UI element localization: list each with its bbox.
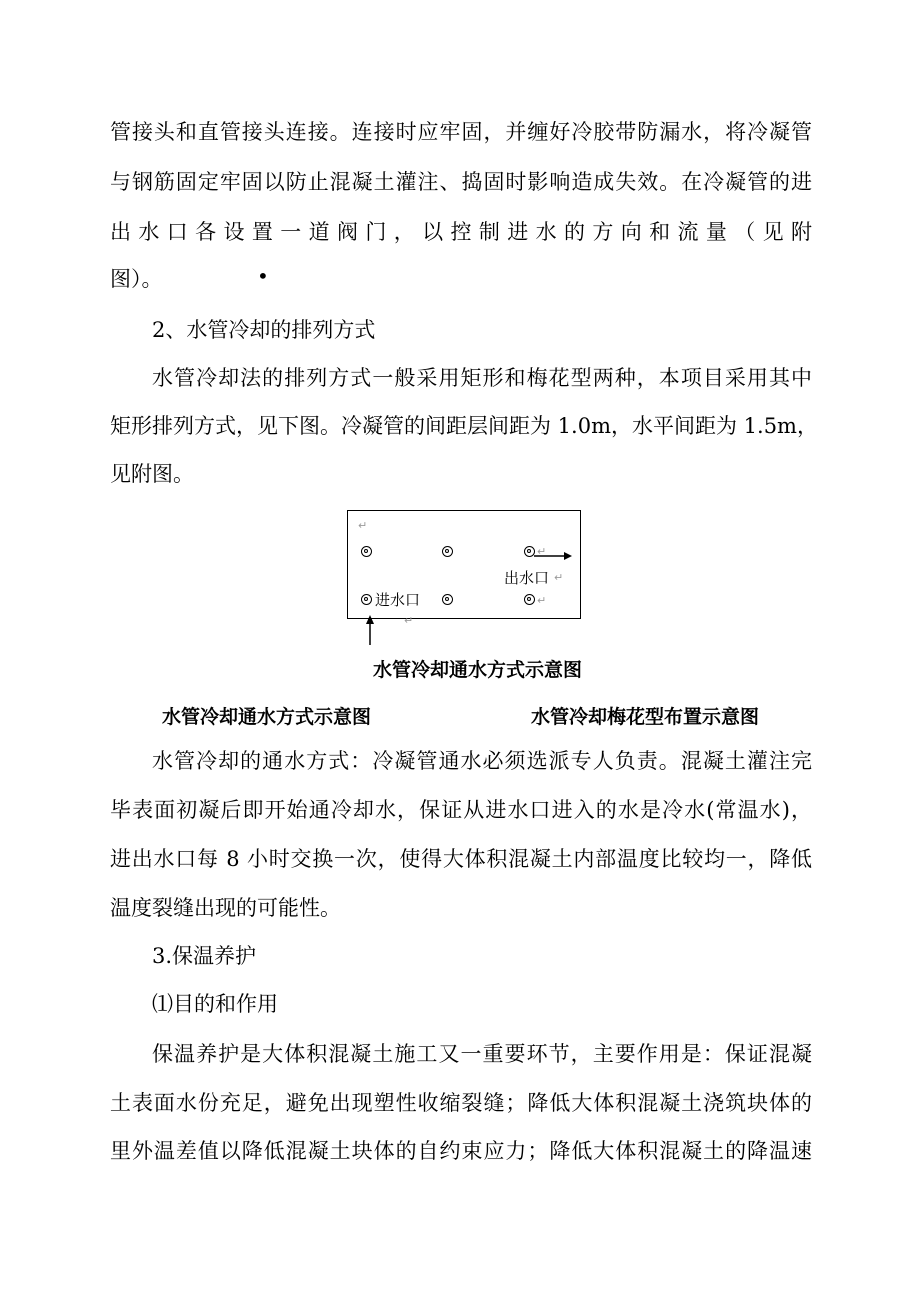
text-line: 图）。 (110, 267, 163, 291)
outlet-label: 出水口 (504, 569, 550, 587)
text-line: 出水口各设置一道阀门，以控制进水的方向和流量（见附 (110, 220, 812, 244)
cooling-pipe-diagram (347, 510, 581, 627)
section-heading: 2、水管冷却的排列方式 (152, 318, 376, 342)
text-line: 见附图。 (110, 462, 194, 486)
pipe-circle-icon (361, 546, 372, 557)
text-line: 与钢筋固定牢固以防止混凝土灌注、捣固时影响造成失效。在冷凝管的进 (110, 170, 812, 194)
pipe-circle-icon (361, 594, 372, 605)
text-line: 管接头和直管接头连接。连接时应牢固，并缠好冷胶带防漏水，将冷凝管 (110, 120, 812, 144)
pipe-circle-icon (524, 594, 535, 605)
text-line: 温度裂缝出现的可能性。 (110, 896, 341, 920)
pipe-circle-icon (442, 594, 453, 605)
return-mark: ↵ (404, 614, 414, 627)
text-line: 里外温差值以降低混凝土块体的自约束应力；降低大体积混凝土的降温速 (110, 1139, 812, 1163)
return-mark: ↵ (537, 594, 547, 607)
pipe-circle-icon (442, 546, 453, 557)
text-line: 矩形排列方式，见下图。冷凝管的间距层间距为 1.0m，水平间距为 1.5m， (110, 414, 818, 438)
inlet-label: 进水口 (375, 591, 421, 609)
bullet-mark: • (257, 264, 269, 288)
text-line: 土表面水份充足，避免出现塑性收缩裂缝；降低大体积混凝土浇筑块体的 (110, 1091, 812, 1115)
subsection-heading: ⑴目的和作用 (152, 992, 278, 1016)
text-line: 水管冷却法的排列方式一般采用矩形和梅花型两种，本项目采用其中 (152, 366, 812, 390)
inlet-arrow-icon (364, 615, 376, 645)
diagram-title: 水管冷却通水方式示意图 (373, 659, 583, 681)
text-line: 保温养护是大体积混凝土施工又一重要环节，主要作用是：保证混凝 (152, 1042, 812, 1066)
text-line: 水管冷却的通水方式：冷凝管通水必须选派专人负责。混凝土灌注完 (152, 749, 812, 773)
outlet-arrow-icon (534, 551, 572, 561)
caption-left: 水管冷却通水方式示意图 (162, 706, 372, 728)
text-line: 进出水口每 8 小时交换一次，使得大体积混凝土内部温度比较均一，降低 (110, 847, 812, 871)
return-mark: ↵ (554, 571, 564, 584)
text-line: 毕表面初凝后即开始通冷却水，保证从进水口进入的水是冷水(常温水)， (110, 798, 812, 822)
section-heading: 3.保温养护 (152, 944, 257, 968)
return-mark: ↵ (358, 519, 368, 532)
return-mark: ↵ (537, 545, 547, 558)
caption-right: 水管冷却梅花型布置示意图 (531, 706, 760, 728)
